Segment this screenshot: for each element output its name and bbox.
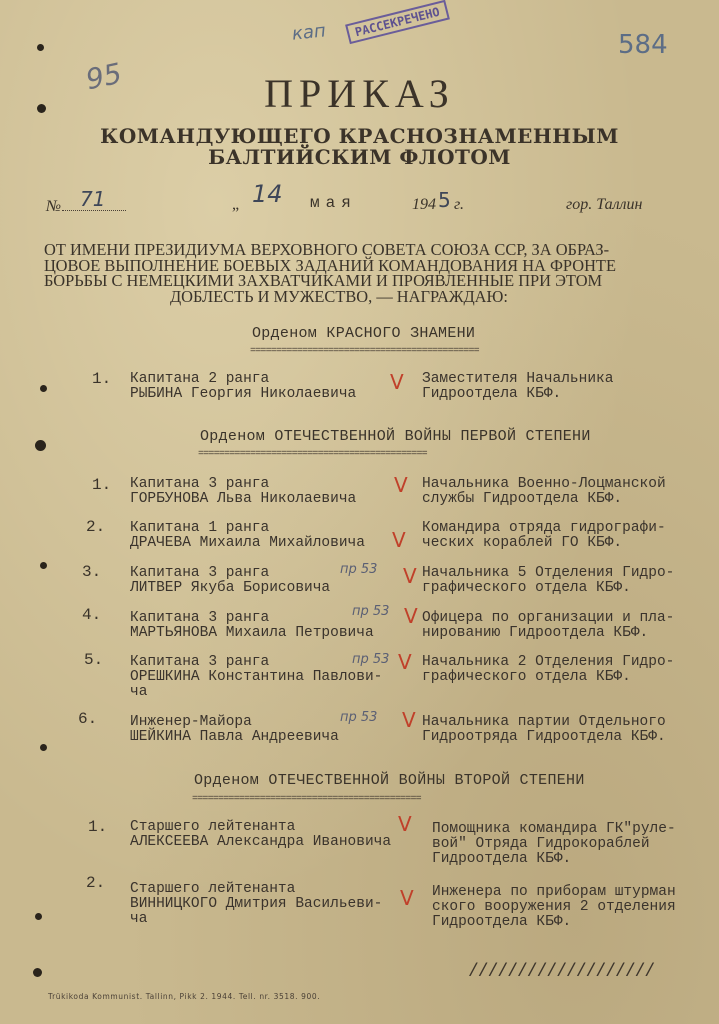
entry-rank: Капитана 3 ранга [130,610,270,626]
check-mark: V [404,604,418,628]
closing-slash-marks: /////////////////// [468,962,655,982]
entry-number: 5. [84,651,104,669]
entry-handwritten-note: пр 53 [352,604,390,619]
entry-rank: Инженер-Майора [130,714,252,730]
heading-rule: ============================================ [250,346,479,357]
punch-hole [35,913,42,920]
entry-position: Заместителя Начальника [422,371,614,387]
entry-rank: Капитана 3 ранга [130,565,270,581]
entry-handwritten-note: пр 53 [340,710,378,725]
entry-position: Гидроотдела КБФ. [432,914,572,930]
printer-imprint: Trükikoda Kommunist. Tallinn, Pikk 2. 1944. Tell. nr. 3518. 900. [48,992,321,1001]
entry-position: графического отдела КБФ. [422,669,631,685]
document-title: ПРИКАЗ [264,71,455,116]
check-mark: V [403,564,417,588]
order-year-suffix: г. [454,196,465,213]
entry-position: Командира отряда гидрографи- [422,520,666,536]
entry-name: ВИННИЦКОГО Дмитрия Васильеви- [130,896,383,912]
page-number: 584 [618,30,668,60]
entry-rank: Капитана 3 ранга [130,476,270,492]
punch-hole [40,562,47,569]
entry-name: РЫБИНА Георгия Николаевича [130,386,357,402]
check-mark: V [398,650,412,674]
heading-rule: ============================================ [192,794,421,805]
issuer-line-1: КОМАНДУЮЩЕГО КРАСНОЗНАМЕННЫМ [100,124,619,148]
entry-number: 2. [86,518,106,536]
entry-rank: Капитана 3 ранга [130,654,270,670]
entry-handwritten-note: пр 53 [352,652,390,667]
preamble-line: ОТ ИМЕНИ ПРЕЗИДИУМА ВЕРХОВНОГО СОВЕТА СОЮЗА ССР, ЗА ОБРАЗ- [44,240,610,259]
declassified-stamp [345,0,449,44]
punch-hole [40,385,47,392]
punch-hole [35,440,46,451]
order-year-digit: 5 [438,188,451,212]
entry-number: 6. [78,710,98,728]
entry-handwritten-note: пр 53 [340,562,378,577]
entry-number: 1. [92,476,112,494]
entry-number: 4. [82,606,102,624]
entry-name: ЛИТВЕР Якуба Борисовича [130,580,331,596]
order-day: 14 [252,180,283,208]
entry-position: Помощника командира ГК"руле- [432,821,676,837]
issuer-line-2: БАЛТИЙСКИМ ФЛОТОМ [208,145,511,169]
entry-name-continued: ча [130,684,148,700]
entry-number: 2. [86,874,106,892]
punch-hole [33,968,42,977]
preamble-line: ДОБЛЕСТЬ И МУЖЕСТВО, — НАГРАЖДАЮ: [170,286,508,306]
entry-position: вой" Отряда Гидрокораблей [432,836,650,852]
entry-name: ДРАЧЕВА Михаила Михайловича [130,535,365,551]
entry-name: ОРЕШКИНА Константина Павлови- [130,669,383,685]
entry-position: Гидроотдела КБФ. [422,386,562,402]
section-heading: Орденом ОТЕЧЕСТВЕННОЙ ВОЙНЫ ПЕРВОЙ СТЕПЕНИ [200,428,591,445]
entry-name: ШЕЙКИНА Павла Андреевича [130,729,339,745]
entry-number: 3. [82,563,102,581]
entry-position: нированию Гидроотдела КБФ. [422,625,649,641]
order-year-prefix: 194 [412,196,436,213]
order-number: 71 [80,187,106,211]
order-month: мая [310,194,357,212]
entry-position: Начальника 5 Отделения Гидро- [422,565,675,581]
entry-name: МАРТЬЯНОВА Михаила Петровича [130,625,374,641]
date-quote: „ [232,196,240,213]
entry-name-continued: ча [130,911,148,927]
stamp-handwriting: кап [290,20,327,45]
heading-rule: ============================================ [198,449,427,460]
entry-position: службы Гидроотдела КБФ. [422,491,623,507]
entry-rank: Капитана 2 ранга [130,371,270,387]
preamble-line: БОРЬБЫ С НЕМЕЦКИМИ ЗАХВАТЧИКАМИ И ПРОЯВЛЕННЫЕ ПРИ ЭТОМ [44,271,603,290]
order-city: гор. Таллин [566,196,643,213]
check-mark: V [398,812,412,836]
entry-name: ГОРБУНОВА Льва Николаевича [130,491,357,507]
entry-position: ческих кораблей ГО КБФ. [422,535,623,551]
preamble-line: ЦОВОЕ ВЫПОЛНЕНИЕ БОЕВЫХ ЗАДАНИЙ КОМАНДОВАНИЯ НА ФРОНТЕ [44,255,616,275]
entry-name: АЛЕКСЕЕВА Александра Ивановича [130,834,392,850]
check-mark: V [400,886,414,910]
check-mark: V [390,370,404,394]
order-number-label: № [46,198,62,215]
entry-position: Гидроотряда Гидроотдела КБФ. [422,729,666,745]
entry-number: 1. [92,370,112,388]
section-heading: Орденом ОТЕЧЕСТВЕННОЙ ВОЙНЫ ВТОРОЙ СТЕПЕНИ [194,772,585,789]
preamble [44,242,670,304]
entry-position: графического отдела КБФ. [422,580,631,596]
check-mark: V [394,473,408,497]
entry-number: 1. [88,818,108,836]
check-mark: V [392,528,406,552]
entry-rank: Старшего лейтенанта [130,819,296,835]
handwritten-number: 95 [82,56,125,97]
punch-hole [40,744,47,751]
entry-position: Начальника Военно-Лоцманской [422,476,666,492]
entry-rank: Капитана 1 ранга [130,520,270,536]
entry-rank: Старшего лейтенанта [130,881,296,897]
entry-position: Начальника партии Отдельного [422,714,666,730]
punch-hole [37,44,44,51]
stamp-text: РАССЕКРЕЧЕНО [353,4,442,40]
entry-position: Начальника 2 Отделения Гидро- [422,654,675,670]
entry-position: Офицера по организации и пла- [422,610,675,626]
entry-position: Инженера по приборам штурман [432,884,676,900]
check-mark: V [402,708,416,732]
section-heading: Орденом КРАСНОГО ЗНАМЕНИ [252,325,476,342]
entry-position: Гидроотдела КБФ. [432,851,572,867]
entry-position: ского вооружения 2 отделения [432,899,676,915]
